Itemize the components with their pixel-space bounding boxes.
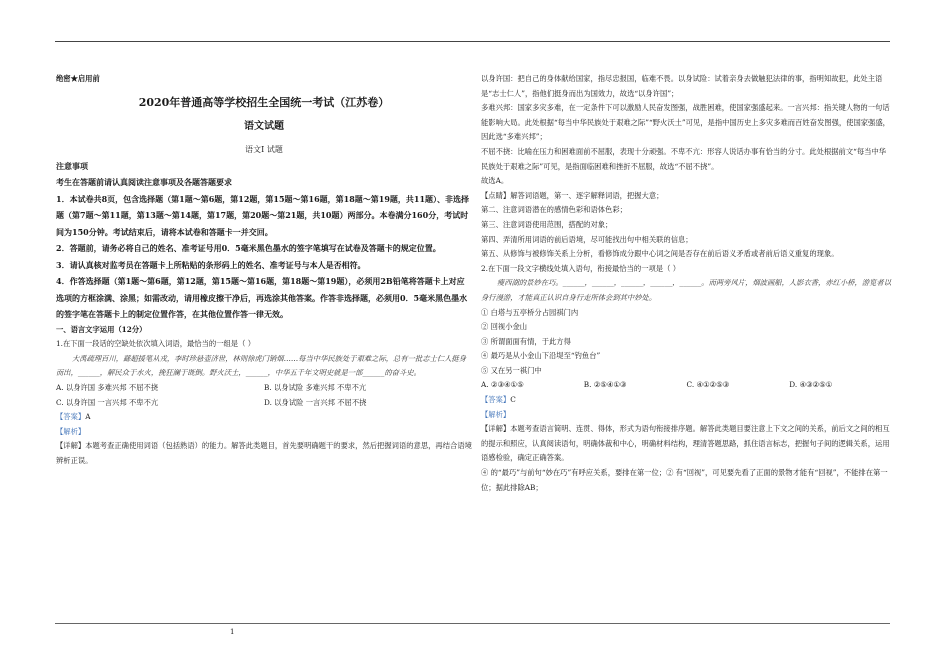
secret-label: 绝密★启用前 [56,74,100,83]
q2-option-d: D. ④③②⑤① [789,380,833,390]
exam-subtitle: 语文试题 [244,120,284,132]
detail-tag: 【详解】 [56,441,86,451]
q2-item-5: ⑤ 又在另一祺门中 [481,365,542,375]
q2-option-a: A. ②③④①⑤ [481,380,524,390]
q1-stem: 1.在下面一段话的空缺处依次填入词语，最恰当的一组是（ ） [56,339,255,349]
notice-item-2: 2．答题前，请务必将自己的姓名、准考证号用0．5毫米黑色墨水的签字笔填写在试卷及答题卡的规定位置。 [56,243,441,254]
q1-detail-text: 本题考查正确使用词语（包括熟语）的能力。解答此类题目，首先要明确题干的要求，然后把握词语的意思，再结合语境辨析正误。 [56,441,472,465]
tip-line-3: 第三、注意词语使用范围，搭配的对象； [481,219,613,229]
notice-intro: 考生在答题前请认真阅读注意事项及各题答题要求 [56,177,232,188]
section-heading: 一、语言文字运用（12分） [56,324,147,334]
tip-text-1: 解答词语题，第一、逐字解释词语，把握大意； [510,190,664,200]
q1-option-a: A. 以身许国 多难兴邦 不屈不挠 [56,382,159,392]
tip-tag: 【点睛】 [481,190,511,200]
q2-options [481,378,892,393]
q2-answer: C [510,395,516,405]
q2-detail-text: 本题考查语言简明、连贯、得体，形式为语句衔接排序题。解答此类题目要注意上下文之间的关系，前后文之间的相互的提示和照应，认真阅读语句，明确体裁和中心，明确材料结构，理清答题思路，抓住语言标志，把握句子间的逻辑关系，运用语感检验，确定正确答案。 [481,424,890,463]
detail-tag-2: 【详解】 [481,424,511,434]
explanation-2: 多难兴邦：国家多灾多难，在一定条件下可以激励人民奋发图强，战胜困难，使国家强盛起来。一言兴邦：指关键人物的一句话能影响大局。此处根据“每当中华民族处于艰难之际”“野火沃土”可见，是指中国历史上多灾多难而百姓奋发图强，使国家强盛，因此选“多难兴邦”； [481,103,890,142]
q1-option-c: C. 以身许国 一言兴邦 不卑不亢 [56,397,159,407]
q2-item-1: ① 白塔与五亭桥分占园祺门内 [481,307,579,317]
q1-option-d: D. 以身试险 一言兴邦 不屈不挠 [264,397,367,407]
q1-answer: A [85,412,91,422]
tip-line-5: 第五、从修饰与被修饰关系上分析，看修饰成分跟中心词之间是否存在前后语义矛盾或者前后语义重复的现象。 [481,249,839,259]
q2-item-3: ③ 所谓面面有情，于此方得 [481,336,571,346]
answer-tag-2: 【答案】 [481,395,511,405]
q1-passage: 大禹疏理百川，繇超援笔从戎，李时珍悬壶济世，林则徐虎门销烟……每当中华民族处于艰难之际，总有一批志士仁人挺身而出，______，解民众于水火，挽狂澜于既倒。野火沃土，______，中华五千年文明史就是一部______的奋斗史。 [56,353,467,378]
notice-item-3: 3．请认真核对监考员在答题卡上所粘贴的条形码上的姓名、准考证号与本人是否相符。 [56,259,366,270]
q2-stem: 2.在下面一段文字横线处填入语句，衔接最恰当的一项是（ ） [481,263,680,273]
right-column [481,72,892,495]
left-column [56,72,472,469]
q2-answer-line [481,393,892,408]
q1-options-row-2 [56,396,472,411]
bottom-rule [55,623,890,624]
tip-line-4: 第四、弄清所用词语的前后语境，尽可能找出句中相关联的信息； [481,234,693,244]
q2-detail [481,422,892,466]
notice-heading: 注意事项 [56,160,88,171]
exam-subtitle-part: 语文Ⅰ 试题 [245,144,283,154]
analysis-tag-2: 【解析】 [481,409,511,419]
q2-option-c: C. ④①②⑤③ [686,380,730,390]
notice-item-1: 1．本试卷共8页，包含选择题（第1题～第6题，第12题，第15题～第16题，第18题～第19题，共11题）、非选择题（第7题～第11题，第13题～第14题，第17题，第20题～第21题，共10题）两部分。本卷满分160分，考试时间为150分钟。考试结束后，请将本试卷和答题卡一并交回。 [56,193,470,237]
explanation-4: 故选A。 [481,176,509,186]
top-rule [55,41,890,42]
q2-more: ④ 的“最巧”与前句“妙在巧”有呼应关系，要排在第一位；② 有“回视”，可见要先看了正面的景物才能有“回视”，不能排在第一位；据此排除AB； [481,468,888,492]
analysis-tag: 【解析】 [56,426,86,436]
tip-line-1 [481,189,892,204]
q2-passage: 瘦西湖的景妙在巧。______，______，______，______，______。而两旁风片，烟波画船，人影衣香，赤红小桥，游览者以身行漫游，才能真正认识自身行走所体会到其中妙处。 [481,278,892,302]
q2-item-4: ④ 最巧是从小金山下沿堤至“钓鱼台” [481,351,601,361]
q2-option-b: B. ②⑤④①③ [583,380,627,390]
exam-title: 2020年普通高等学校招生全国统一考试（江苏卷） [138,95,390,109]
q1-answer-line [56,410,472,425]
answer-tag: 【答案】 [56,412,86,422]
explanation-3: 不屈不挠：比喻在压力和困难面前不屈服，表现十分顽强。不卑不亢：形容人说话办事有恰当的分寸。此处根据前文“每当中华民族处于艰难之际”可见，是指面临困难和挫折不屈服，故选“不屈不挠”。 [481,146,887,171]
tip-line-2: 第二、注意词语潜在的感情色彩和语体色彩； [481,205,627,215]
q1-option-b: B. 以身试险 多难兴邦 不卑不亢 [264,382,367,392]
notice-item-4: 4．作答选择题（第1题～第6题，第12题，第15题～第16题，第18题～第19题），必须用2B铅笔将答题卡上对应选项的方框涂满、涂黑；如需改动，请用橡皮擦干净后，再选涂其他答案。作答非选择题，必须用0．5毫米黑色墨水的签字笔在答题卡上的制定位置作答，在其他位置作答一律无效。 [56,276,468,320]
page-number: 1 [230,628,235,636]
q1-options-row-1 [56,381,472,396]
q2-item-2: ② 回视小金山 [481,322,528,332]
explanation-1: 以身许国：把自己的身体献给国家，指尽忠报国，临难不畏。以身试险：试着亲身去做触犯法律的事，指明知故犯，此处主语是“志士仁人”，指他们挺身而出为国效力，故选“以身许国”； [481,74,883,98]
q1-detail [56,439,472,468]
